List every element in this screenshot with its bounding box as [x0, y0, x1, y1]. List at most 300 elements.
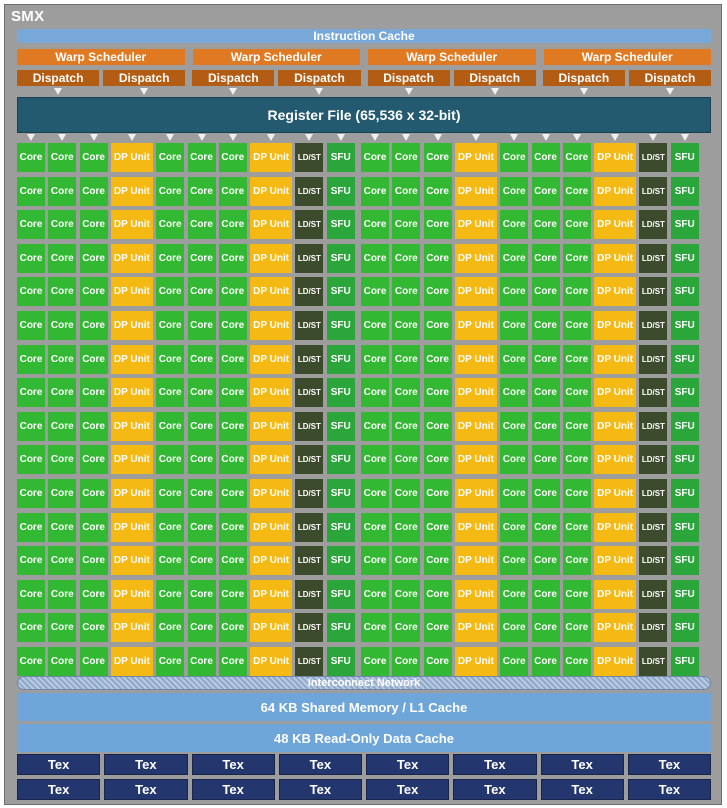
core-unit: Core [80, 277, 108, 306]
core-unit: Core [563, 210, 591, 239]
sfu-unit: SFU [327, 647, 355, 676]
warp-scheduler: Warp Scheduler [17, 49, 185, 65]
core-unit: Core [532, 613, 560, 642]
sfu-unit: SFU [671, 445, 699, 474]
core-unit: Core [563, 546, 591, 575]
tex-unit: Tex [192, 754, 275, 775]
dp-unit: DP Unit [250, 210, 292, 239]
dp-unit: DP Unit [111, 311, 153, 340]
sfu-unit: SFU [327, 580, 355, 609]
dp-unit: DP Unit [455, 546, 497, 575]
core-unit: Core [80, 647, 108, 676]
core-unit: Core [188, 580, 216, 609]
core-unit: Core [80, 177, 108, 206]
ld-st-unit: LD/ST [295, 513, 323, 542]
ld-st-unit: LD/ST [639, 412, 667, 441]
sfu-unit: SFU [327, 143, 355, 172]
core-unit: Core [156, 412, 184, 441]
dp-unit: DP Unit [250, 143, 292, 172]
tex-unit: Tex [104, 779, 187, 800]
core-unit: Core [563, 412, 591, 441]
core-unit: Core [188, 513, 216, 542]
dp-unit: DP Unit [594, 647, 636, 676]
core-unit: Core [156, 580, 184, 609]
tex-unit: Tex [453, 779, 536, 800]
dp-unit: DP Unit [250, 412, 292, 441]
ld-st-unit: LD/ST [295, 378, 323, 407]
tex-row-1 [17, 754, 711, 775]
core-unit: Core [188, 244, 216, 273]
tex-unit: Tex [279, 754, 362, 775]
dp-unit: DP Unit [111, 546, 153, 575]
sfu-unit: SFU [327, 479, 355, 508]
down-arrow-icon [573, 134, 581, 141]
core-unit: Core [156, 244, 184, 273]
dp-unit: DP Unit [594, 445, 636, 474]
ld-st-unit: LD/ST [639, 378, 667, 407]
sfu-unit: SFU [671, 378, 699, 407]
core-unit: Core [500, 580, 528, 609]
dp-unit: DP Unit [111, 244, 153, 273]
ld-st-unit: LD/ST [295, 613, 323, 642]
core-unit: Core [48, 445, 76, 474]
core-unit: Core [219, 210, 247, 239]
core-unit: Core [17, 647, 45, 676]
sfu-unit: SFU [671, 613, 699, 642]
warp-scheduler: Warp Scheduler [544, 49, 712, 65]
sfu-unit: SFU [671, 177, 699, 206]
core-unit: Core [156, 143, 184, 172]
shared-memory-l1-cache: 64 KB Shared Memory / L1 Cache [17, 693, 711, 721]
dp-unit: DP Unit [111, 143, 153, 172]
dp-unit: DP Unit [455, 210, 497, 239]
ld-st-unit: LD/ST [295, 345, 323, 374]
core-unit: Core [424, 143, 452, 172]
core-unit: Core [424, 513, 452, 542]
dp-unit: DP Unit [111, 412, 153, 441]
dp-unit: DP Unit [594, 244, 636, 273]
core-unit: Core [500, 445, 528, 474]
core-unit: Core [17, 378, 45, 407]
dp-unit: DP Unit [111, 445, 153, 474]
core-unit: Core [500, 479, 528, 508]
dp-unit: DP Unit [455, 177, 497, 206]
dp-unit: DP Unit [250, 546, 292, 575]
tex-unit: Tex [453, 754, 536, 775]
core-unit: Core [392, 378, 420, 407]
sfu-unit: SFU [671, 647, 699, 676]
core-unit: Core [361, 647, 389, 676]
dp-unit: DP Unit [455, 580, 497, 609]
core-unit: Core [532, 647, 560, 676]
sfu-unit: SFU [327, 412, 355, 441]
sfu-unit: SFU [671, 311, 699, 340]
dp-unit: DP Unit [111, 613, 153, 642]
core-unit: Core [424, 580, 452, 609]
core-unit: Core [48, 277, 76, 306]
sfu-unit: SFU [671, 546, 699, 575]
core-unit: Core [424, 210, 452, 239]
core-unit: Core [156, 378, 184, 407]
down-arrow-icon [305, 134, 313, 141]
core-unit: Core [392, 177, 420, 206]
core-unit: Core [17, 244, 45, 273]
core-unit: Core [563, 143, 591, 172]
core-unit: Core [532, 378, 560, 407]
core-unit: Core [48, 412, 76, 441]
core-unit: Core [392, 445, 420, 474]
dispatch-unit: Dispatch [543, 70, 625, 86]
ld-st-unit: LD/ST [295, 244, 323, 273]
core-unit: Core [532, 345, 560, 374]
dp-unit: DP Unit [111, 513, 153, 542]
dp-unit: DP Unit [455, 412, 497, 441]
down-arrow-icon [510, 134, 518, 141]
core-unit: Core [156, 277, 184, 306]
sfu-unit: SFU [327, 613, 355, 642]
warp-scheduler: Warp Scheduler [193, 49, 361, 65]
dp-unit: DP Unit [455, 479, 497, 508]
sfu-unit: SFU [671, 345, 699, 374]
core-unit: Core [48, 647, 76, 676]
down-arrow-icon [681, 134, 689, 141]
core-unit: Core [188, 613, 216, 642]
tex-unit: Tex [17, 779, 100, 800]
ld-st-unit: LD/ST [639, 580, 667, 609]
core-unit: Core [219, 647, 247, 676]
dispatch-row [17, 70, 711, 86]
warp-scheduler: Warp Scheduler [368, 49, 536, 65]
warp-scheduler-row [17, 49, 711, 65]
dp-unit: DP Unit [111, 378, 153, 407]
core-unit: Core [361, 177, 389, 206]
core-unit: Core [17, 479, 45, 508]
dispatch-unit: Dispatch [192, 70, 274, 86]
core-unit: Core [361, 613, 389, 642]
core-unit: Core [80, 345, 108, 374]
core-unit: Core [17, 311, 45, 340]
dp-unit: DP Unit [250, 378, 292, 407]
core-unit: Core [48, 546, 76, 575]
dp-unit: DP Unit [594, 479, 636, 508]
tex-unit: Tex [628, 779, 711, 800]
core-unit: Core [48, 580, 76, 609]
core-unit: Core [48, 378, 76, 407]
core-unit: Core [500, 345, 528, 374]
dp-unit: DP Unit [111, 345, 153, 374]
down-arrow-icon [649, 134, 657, 141]
ld-st-unit: LD/ST [639, 513, 667, 542]
ld-st-unit: LD/ST [639, 143, 667, 172]
core-unit: Core [392, 244, 420, 273]
core-unit: Core [80, 311, 108, 340]
ld-st-unit: LD/ST [639, 311, 667, 340]
core-unit: Core [188, 311, 216, 340]
dp-unit: DP Unit [594, 345, 636, 374]
core-unit: Core [500, 412, 528, 441]
ld-st-unit: LD/ST [639, 277, 667, 306]
core-unit: Core [80, 244, 108, 273]
core-unit: Core [188, 479, 216, 508]
dispatch-unit: Dispatch [368, 70, 450, 86]
dp-unit: DP Unit [594, 143, 636, 172]
dp-unit: DP Unit [594, 412, 636, 441]
core-unit: Core [563, 177, 591, 206]
core-unit: Core [80, 210, 108, 239]
core-unit: Core [424, 244, 452, 273]
sfu-unit: SFU [671, 580, 699, 609]
core-unit: Core [80, 613, 108, 642]
core-unit: Core [392, 647, 420, 676]
core-unit: Core [532, 412, 560, 441]
dp-unit: DP Unit [250, 580, 292, 609]
dp-unit: DP Unit [455, 513, 497, 542]
dp-unit: DP Unit [250, 479, 292, 508]
tex-unit: Tex [366, 754, 449, 775]
sfu-unit: SFU [671, 210, 699, 239]
sfu-unit: SFU [327, 445, 355, 474]
register-file: Register File (65,536 x 32-bit) [17, 97, 711, 133]
core-unit: Core [532, 580, 560, 609]
ld-st-unit: LD/ST [639, 345, 667, 374]
dispatch-unit: Dispatch [629, 70, 711, 86]
down-arrow-icon [542, 134, 550, 141]
core-unit: Core [48, 613, 76, 642]
core-unit: Core [156, 546, 184, 575]
ld-st-unit: LD/ST [295, 546, 323, 575]
down-arrow-icon [229, 88, 237, 95]
core-unit: Core [17, 177, 45, 206]
core-unit: Core [17, 613, 45, 642]
down-arrow-icon [229, 134, 237, 141]
ld-st-unit: LD/ST [639, 177, 667, 206]
ld-st-unit: LD/ST [639, 445, 667, 474]
sfu-unit: SFU [327, 277, 355, 306]
sfu-unit: SFU [327, 177, 355, 206]
core-unit: Core [532, 177, 560, 206]
tex-unit: Tex [192, 779, 275, 800]
ld-st-unit: LD/ST [639, 546, 667, 575]
dp-unit: DP Unit [250, 345, 292, 374]
core-unit: Core [392, 311, 420, 340]
ld-st-unit: LD/ST [639, 479, 667, 508]
core-unit: Core [532, 546, 560, 575]
core-unit: Core [532, 143, 560, 172]
core-unit: Core [219, 177, 247, 206]
core-unit: Core [424, 445, 452, 474]
core-unit: Core [563, 311, 591, 340]
down-arrow-icon [198, 134, 206, 141]
sfu-unit: SFU [327, 378, 355, 407]
tex-unit: Tex [541, 754, 624, 775]
tex-unit: Tex [541, 779, 624, 800]
dp-unit: DP Unit [455, 613, 497, 642]
core-unit: Core [156, 345, 184, 374]
core-unit: Core [563, 479, 591, 508]
core-unit: Core [17, 546, 45, 575]
tex-unit: Tex [104, 754, 187, 775]
core-unit: Core [156, 647, 184, 676]
sfu-unit: SFU [327, 210, 355, 239]
sfu-unit: SFU [671, 277, 699, 306]
read-only-data-cache: 48 KB Read-Only Data Cache [17, 724, 711, 752]
core-unit: Core [48, 244, 76, 273]
core-unit: Core [219, 613, 247, 642]
down-arrow-icon [491, 88, 499, 95]
core-unit: Core [219, 143, 247, 172]
core-unit: Core [361, 479, 389, 508]
tex-unit: Tex [279, 779, 362, 800]
down-arrow-icon [315, 88, 323, 95]
core-unit: Core [392, 479, 420, 508]
core-unit: Core [361, 378, 389, 407]
core-unit: Core [219, 445, 247, 474]
core-unit: Core [80, 513, 108, 542]
down-arrow-icon [434, 134, 442, 141]
dp-unit: DP Unit [250, 647, 292, 676]
sfu-unit: SFU [327, 345, 355, 374]
core-unit: Core [188, 546, 216, 575]
core-unit: Core [188, 445, 216, 474]
core-unit: Core [500, 277, 528, 306]
core-unit: Core [219, 244, 247, 273]
ld-st-unit: LD/ST [295, 445, 323, 474]
dp-unit: DP Unit [111, 580, 153, 609]
core-unit: Core [392, 412, 420, 441]
core-unit: Core [424, 378, 452, 407]
core-unit: Core [500, 613, 528, 642]
core-unit: Core [361, 412, 389, 441]
core-unit: Core [48, 143, 76, 172]
down-arrow-icon [337, 134, 345, 141]
core-unit: Core [392, 546, 420, 575]
core-unit: Core [219, 412, 247, 441]
core-unit: Core [48, 345, 76, 374]
dp-unit: DP Unit [455, 311, 497, 340]
ld-st-unit: LD/ST [639, 613, 667, 642]
ld-st-unit: LD/ST [295, 479, 323, 508]
core-unit: Core [156, 210, 184, 239]
ld-st-unit: LD/ST [295, 647, 323, 676]
core-unit: Core [219, 513, 247, 542]
ld-st-unit: LD/ST [295, 177, 323, 206]
down-arrow-icon [666, 88, 674, 95]
dp-unit: DP Unit [111, 647, 153, 676]
dp-unit: DP Unit [250, 513, 292, 542]
core-unit: Core [563, 277, 591, 306]
core-unit: Core [48, 210, 76, 239]
down-arrow-icon [90, 134, 98, 141]
ld-st-unit: LD/ST [295, 412, 323, 441]
dp-unit: DP Unit [594, 580, 636, 609]
dp-unit: DP Unit [594, 613, 636, 642]
core-unit: Core [219, 378, 247, 407]
core-unit: Core [361, 445, 389, 474]
down-arrow-icon [166, 134, 174, 141]
down-arrow-icon [405, 88, 413, 95]
tex-unit: Tex [366, 779, 449, 800]
core-unit: Core [392, 210, 420, 239]
core-unit: Core [500, 513, 528, 542]
core-unit: Core [500, 177, 528, 206]
core-unit: Core [361, 345, 389, 374]
dp-unit: DP Unit [594, 311, 636, 340]
dispatch-unit: Dispatch [17, 70, 99, 86]
core-unit: Core [80, 412, 108, 441]
core-unit: Core [532, 445, 560, 474]
dp-unit: DP Unit [250, 613, 292, 642]
core-unit: Core [500, 546, 528, 575]
dp-unit: DP Unit [455, 647, 497, 676]
dp-unit: DP Unit [594, 277, 636, 306]
core-unit: Core [156, 479, 184, 508]
down-arrow-icon [371, 134, 379, 141]
ld-st-unit: LD/ST [295, 277, 323, 306]
core-unit: Core [17, 345, 45, 374]
core-unit: Core [532, 244, 560, 273]
execution-unit-grid [17, 143, 712, 674]
down-arrow-icon [611, 134, 619, 141]
core-unit: Core [17, 143, 45, 172]
core-unit: Core [500, 378, 528, 407]
core-unit: Core [361, 143, 389, 172]
core-unit: Core [48, 177, 76, 206]
down-arrow-icon [54, 88, 62, 95]
dp-unit: DP Unit [250, 277, 292, 306]
core-unit: Core [563, 580, 591, 609]
core-unit: Core [219, 580, 247, 609]
core-unit: Core [500, 210, 528, 239]
core-unit: Core [219, 345, 247, 374]
instruction-cache: Instruction Cache [17, 29, 711, 43]
ld-st-unit: LD/ST [295, 580, 323, 609]
sfu-unit: SFU [671, 143, 699, 172]
dp-unit: DP Unit [111, 277, 153, 306]
core-unit: Core [532, 210, 560, 239]
core-unit: Core [219, 311, 247, 340]
ld-st-unit: LD/ST [295, 143, 323, 172]
tex-row-2 [17, 779, 711, 800]
interconnect-network: Interconnect Network [17, 676, 711, 690]
dp-unit: DP Unit [250, 177, 292, 206]
core-unit: Core [424, 647, 452, 676]
core-unit: Core [500, 143, 528, 172]
dispatch-unit: Dispatch [454, 70, 536, 86]
core-unit: Core [188, 647, 216, 676]
ld-st-unit: LD/ST [639, 244, 667, 273]
core-unit: Core [188, 412, 216, 441]
core-unit: Core [80, 378, 108, 407]
dp-unit: DP Unit [455, 143, 497, 172]
sfu-unit: SFU [671, 412, 699, 441]
core-unit: Core [188, 210, 216, 239]
core-unit: Core [219, 277, 247, 306]
core-unit: Core [188, 277, 216, 306]
smx-block [4, 4, 722, 805]
dispatch-unit: Dispatch [278, 70, 360, 86]
core-unit: Core [392, 345, 420, 374]
core-unit: Core [563, 647, 591, 676]
core-unit: Core [188, 143, 216, 172]
dp-unit: DP Unit [594, 378, 636, 407]
down-arrow-icon [402, 134, 410, 141]
core-unit: Core [424, 613, 452, 642]
sfu-unit: SFU [327, 546, 355, 575]
ld-st-unit: LD/ST [639, 210, 667, 239]
core-unit: Core [424, 479, 452, 508]
dp-unit: DP Unit [455, 445, 497, 474]
core-unit: Core [392, 613, 420, 642]
